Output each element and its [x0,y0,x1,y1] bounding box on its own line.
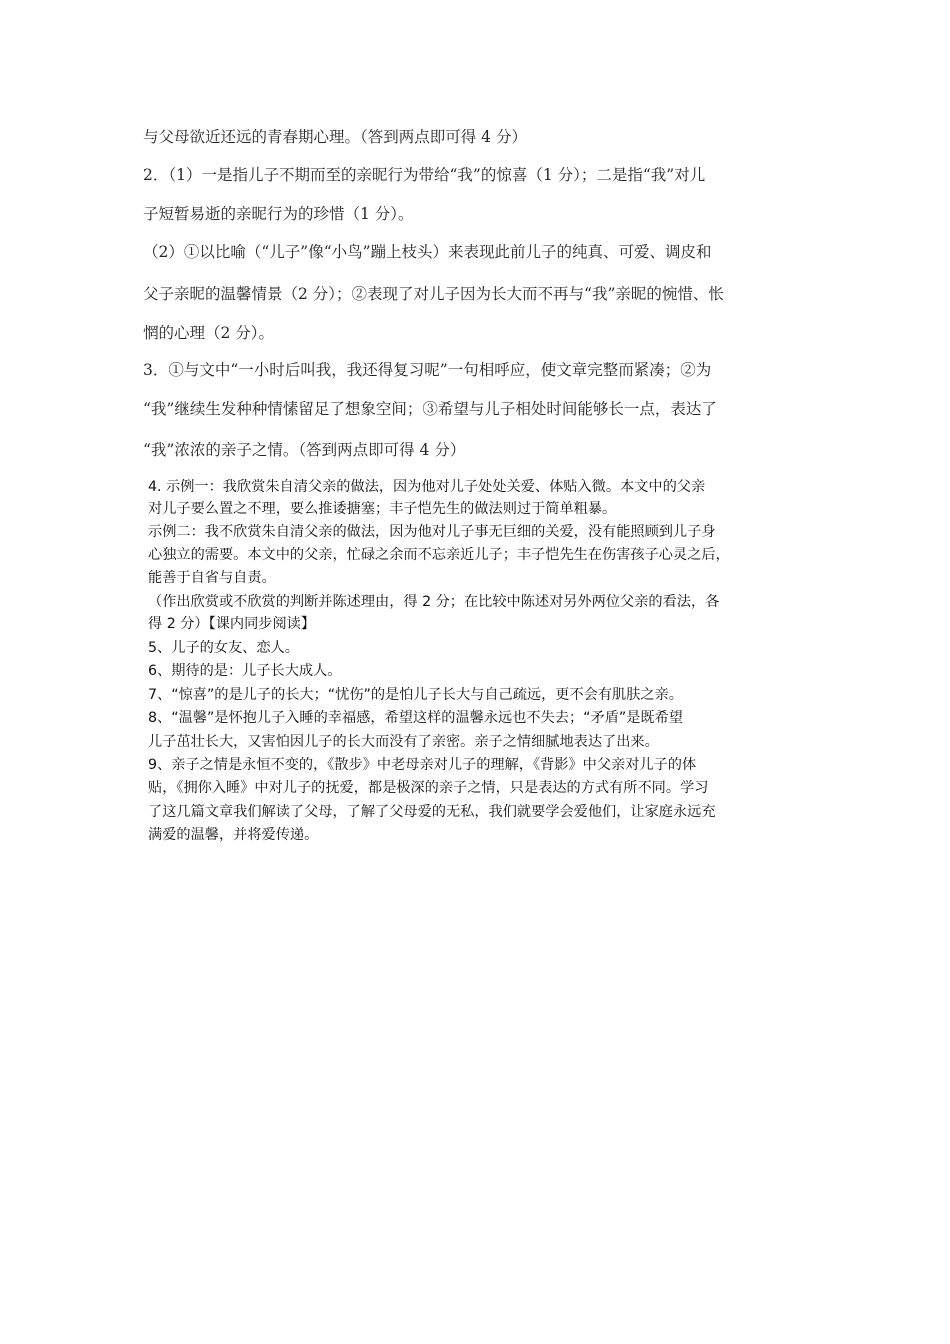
answer-7: 7、“惊喜”的是儿子的长大；“忧伤”的是怕儿子长大与自己疏远，更不会有肌肤之亲。 [148,687,683,703]
answer-line: 满爱的温馨，并将爱传递。 [148,827,319,843]
answer-9: 9、亲子之情是永恒不变的，《散步》中老母亲对儿子的理解，《背影》中父亲对儿子的体 [148,757,697,773]
answer-line: “我”浓浓的亲子之情。（答到两点即可得 4 分） [143,441,466,459]
answer-line: 儿子茁壮长大，又害怕因儿子的长大而没有了亲密。亲子之情细腻地表达了出来。 [148,734,659,750]
answer-line: 心独立的需要。本文中的父亲，忙碌之余而不忘亲近儿子；丰子恺先生在伤害孩子心灵之后， [148,547,730,563]
section-heading-line: 得 2 分）【课内同步阅读】 [148,616,316,632]
answer-line: 贴，《拥你入睡》中对儿子的抚爱，都是极深的亲子之情，只是表达的方式有所不同。学习 [148,780,709,796]
answer-2-part-1: 2．（1）一是指儿子不期而至的亲昵行为带给“我”的惊喜（1 分）；二是指“我”对儿 [143,166,706,184]
answer-4-example-1: 4. 示例一：我欣赏朱自清父亲的做法，因为他对儿子处处关爱、体贴入微。本文中的父亲 [148,479,706,495]
answer-6: 6、期待的是：儿子长大成人。 [148,663,342,679]
answer-5: 5、儿子的女友、恋人。 [148,640,299,656]
answer-4-example-2: 示例二：我不欣赏朱自清父亲的做法，因为他对儿子事无巨细的关爱，没有能照顾到儿子身 [148,524,716,540]
answer-line: “我”继续生发种种情愫留足了想象空间；③希望与儿子相处时间能够长一点，表达了 [143,400,717,418]
answer-line: 子短暂易逝的亲昵行为的珍惜（1 分）。 [143,205,414,223]
answer-line: 惘的心理（2 分）。 [143,324,275,342]
scoring-note: （作出欣赏或不欣赏的判断并陈述理由，得 2 分；在比较中陈述对另外两位父亲的看法，各 [148,594,720,610]
answer-line: 对儿子要么置之不理，要么推诿搪塞；丰子恺先生的做法则过于简单粗暴。 [148,501,617,517]
answer-line: 了这几篇文章我们解读了父母，了解了父母爱的无私，我们就要学会爱他们，让家庭永远充 [148,804,716,820]
answer-line: 与父母欲近还远的青春期心理。（答到两点即可得 4 分） [143,128,527,146]
answer-line: 父子亲昵的温馨情景（2 分）；②表现了对儿子因为长大而不再与“我”亲昵的惋惜、怅 [143,285,724,303]
answer-line: 能善于自省与自责。 [148,570,276,586]
answer-2-part-2: （2）①以比喻（“儿子”像“小鸟”蹦上枝头）来表现此前儿子的纯真、可爱、调皮和 [143,243,712,261]
answer-3: 3．①与文中“一小时后叫我，我还得复习呢”一句相呼应，使文章完整而紧凑；②为 [143,361,712,379]
answer-8: 8、“温馨”是怀抱儿子入睡的幸福感，希望这样的温馨永远也不失去；“矛盾”是既希望 [148,710,683,726]
